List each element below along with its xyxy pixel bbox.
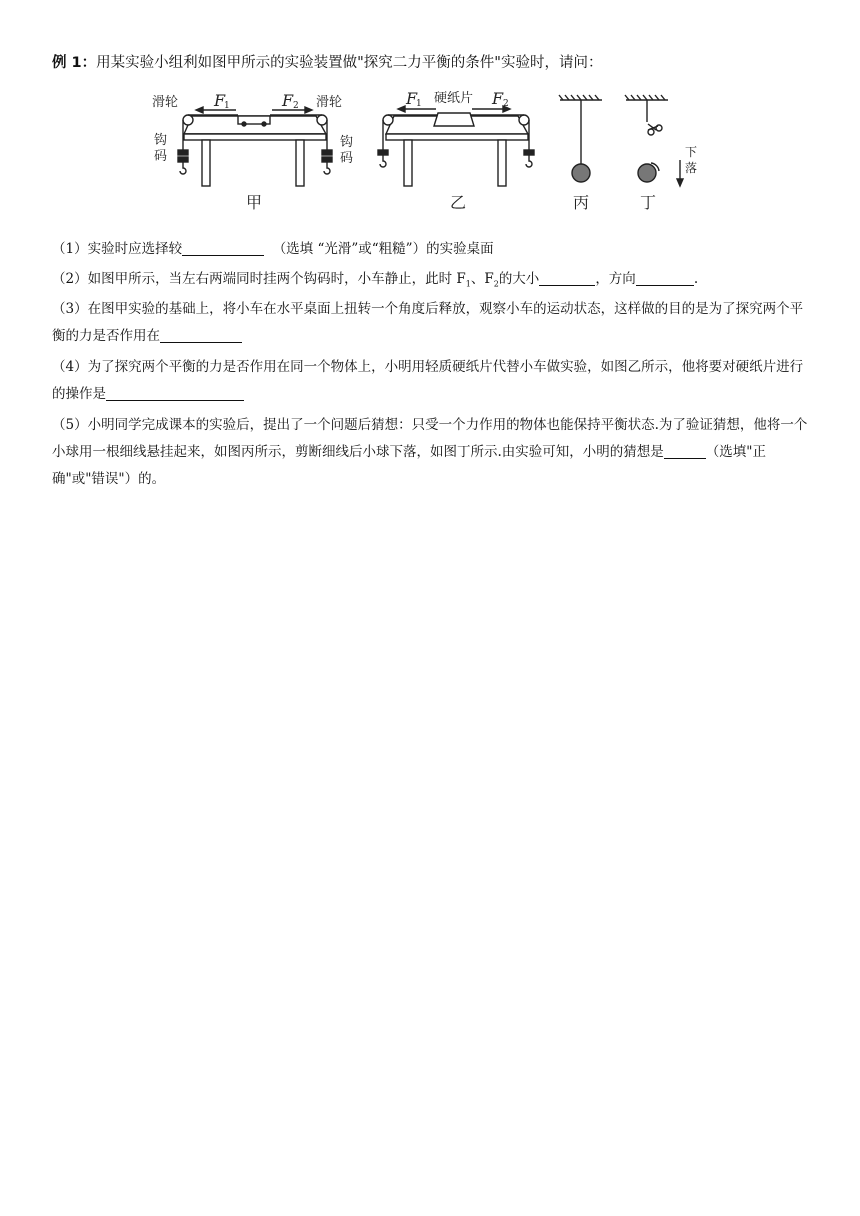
force-f2-sub-b: 2: [503, 99, 509, 109]
force-f1-label-a: F: [214, 91, 226, 110]
q2-direction-blank[interactable]: [636, 269, 694, 286]
fall-label-1: 下: [685, 145, 698, 159]
example-heading: [52, 52, 602, 74]
figure-a: [178, 107, 332, 186]
q4-answer-blank[interactable]: [106, 384, 244, 401]
q3-answer-blank[interactable]: [160, 326, 242, 343]
weight-label-left-2: 码: [154, 149, 168, 164]
figure-b: [378, 106, 534, 186]
question-4: [52, 354, 808, 408]
q2-text-a: （2）如图甲所示，当左右两端同时挂两个钩码时，小车静止，此时 F: [52, 271, 466, 287]
force-f1-sub-a: 1: [224, 101, 230, 111]
pulley-label-right: 滑轮: [316, 95, 343, 110]
example-intro: 用某实验小组利如图甲所示的实验装置做"探究二力平衡的条件"实验时，请问：: [96, 55, 603, 71]
pulley-label-left: 滑轮: [152, 95, 179, 110]
q1-text-b: （选填 “光滑”或“粗糙”）的实验桌面: [272, 241, 494, 257]
force-f1-sub-b: 1: [416, 99, 422, 109]
q5-text-b: （选填"正确"或"错误"）的。: [52, 444, 767, 487]
q2-text-e: .: [693, 271, 699, 287]
caption-c: 丙: [573, 193, 590, 212]
q5-text-a: （5）小明同学完成课本的实验后，提出了一个问题后猜想：只受一个力作用的物体也能保持平衡状态.为了验证猜想，他将一个小球用一根细线悬挂起来，如图丙所示，剪断细线后小球下落，如图丁所示.由实验可知，小明的猜想是: [52, 417, 808, 460]
question-1: [52, 236, 808, 263]
question-5: [52, 412, 808, 493]
fall-label-2: 落: [685, 161, 698, 175]
q2-text-d: ，方向: [595, 271, 636, 287]
caption-b: 乙: [450, 193, 467, 212]
q4-text-a: （4）为了探究两个平衡的力是否作用在同一个物体上，小明用轻质硬纸片代替小车做实验，如图乙所示，他将要对硬纸片进行的操作是: [52, 359, 804, 402]
force-f2-sub-a: 2: [293, 101, 299, 111]
caption-d: 丁: [640, 193, 657, 212]
weight-label-right-2: 码: [340, 151, 354, 166]
example-label: 例 1：: [52, 55, 97, 71]
q3-text-a: （3）在图甲实验的基础上，将小车在水平桌面上扭转一个角度后释放，观察小车的运动状态，这样做的目的是为了探究两个平衡的力是否作用在: [52, 301, 804, 344]
weight-label-right-1: 钩: [340, 135, 354, 150]
q1-answer-blank[interactable]: [182, 239, 264, 256]
force-f2-label-b: F: [492, 89, 504, 108]
experiment-figure: [150, 86, 710, 216]
q2-text-c: 的大小: [498, 271, 540, 287]
figure-c: [559, 95, 602, 182]
figure-d: [625, 95, 683, 186]
q2-size-blank[interactable]: [539, 269, 595, 286]
question-3: [52, 296, 808, 350]
q2-sub-1: 1: [465, 279, 471, 289]
q5-answer-blank[interactable]: [664, 442, 706, 459]
card-label: 硬纸片: [434, 91, 474, 106]
q2-sub-2: 2: [493, 279, 499, 289]
q2-text-b: 、F: [470, 271, 494, 287]
q1-text-a: （1）实验时应选择较: [52, 241, 183, 257]
force-f1-label-b: F: [406, 89, 418, 108]
caption-a: 甲: [246, 193, 263, 212]
weight-label-left-1: 钩: [154, 133, 168, 148]
force-f2-label-a: F: [282, 91, 294, 110]
question-2: [52, 266, 808, 298]
